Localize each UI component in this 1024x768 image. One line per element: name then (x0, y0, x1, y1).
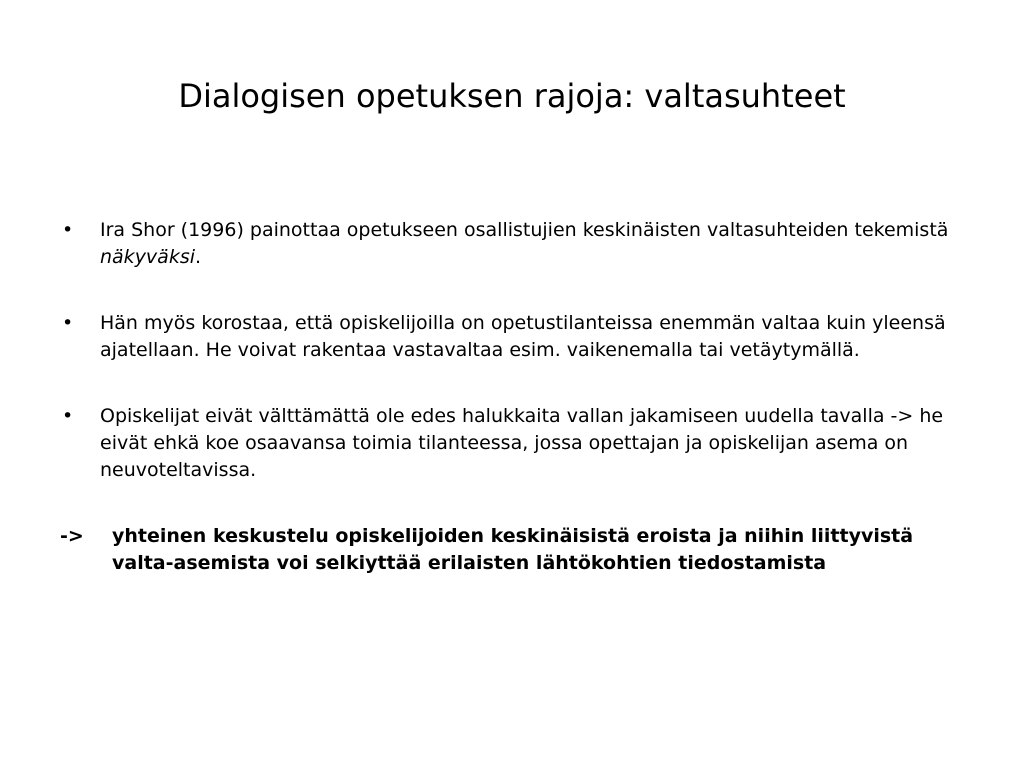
bullet-item-3 (60, 403, 970, 484)
bullet-mark: • (62, 405, 74, 427)
slide-title: Dialogisen opetuksen rajoja: valtasuhteet (178, 77, 846, 115)
bullet-mark: • (62, 219, 74, 241)
conclusion (60, 523, 970, 577)
bullet-text-1-end: . (195, 246, 202, 268)
bullet-text-1-start: Ira Shor (1996) painottaa opetukseen osallistujien keskinäisten valtasuhteiden tekemistä (100, 219, 949, 241)
conclusion-text: yhteinen keskustelu opiskelijoiden keskinäisistä eroista ja niihin liittyvistä valta-asemista voi selkiyttää erilaisten lähtökohtien tiedostamista (112, 525, 914, 574)
bullet-mark: • (62, 312, 74, 334)
arrow-marker: -> (60, 525, 84, 547)
bullet-item-2 (60, 310, 970, 364)
bullet-item-1 (60, 217, 970, 271)
bullet-text-3: Opiskelijat eivät välttämättä ole edes halukkaita vallan jakamiseen uudella tavalla -> he eivät ehkä koe osaavansa toimia tilanteessa, jossa opettajan ja opiskelijan asema on neuvoteltavissa. (100, 405, 944, 481)
bullet-text-1-emphasis: näkyväksi (100, 246, 195, 268)
bullet-text-2: Hän myös korostaa, että opiskelijoilla on opetustilanteissa enemmän valtaa kuin yleensä ajatellaan. He voivat rakentaa vastavaltaa esim. vaikenemalla tai vetäytymällä. (100, 312, 946, 361)
slide-body (60, 217, 970, 577)
